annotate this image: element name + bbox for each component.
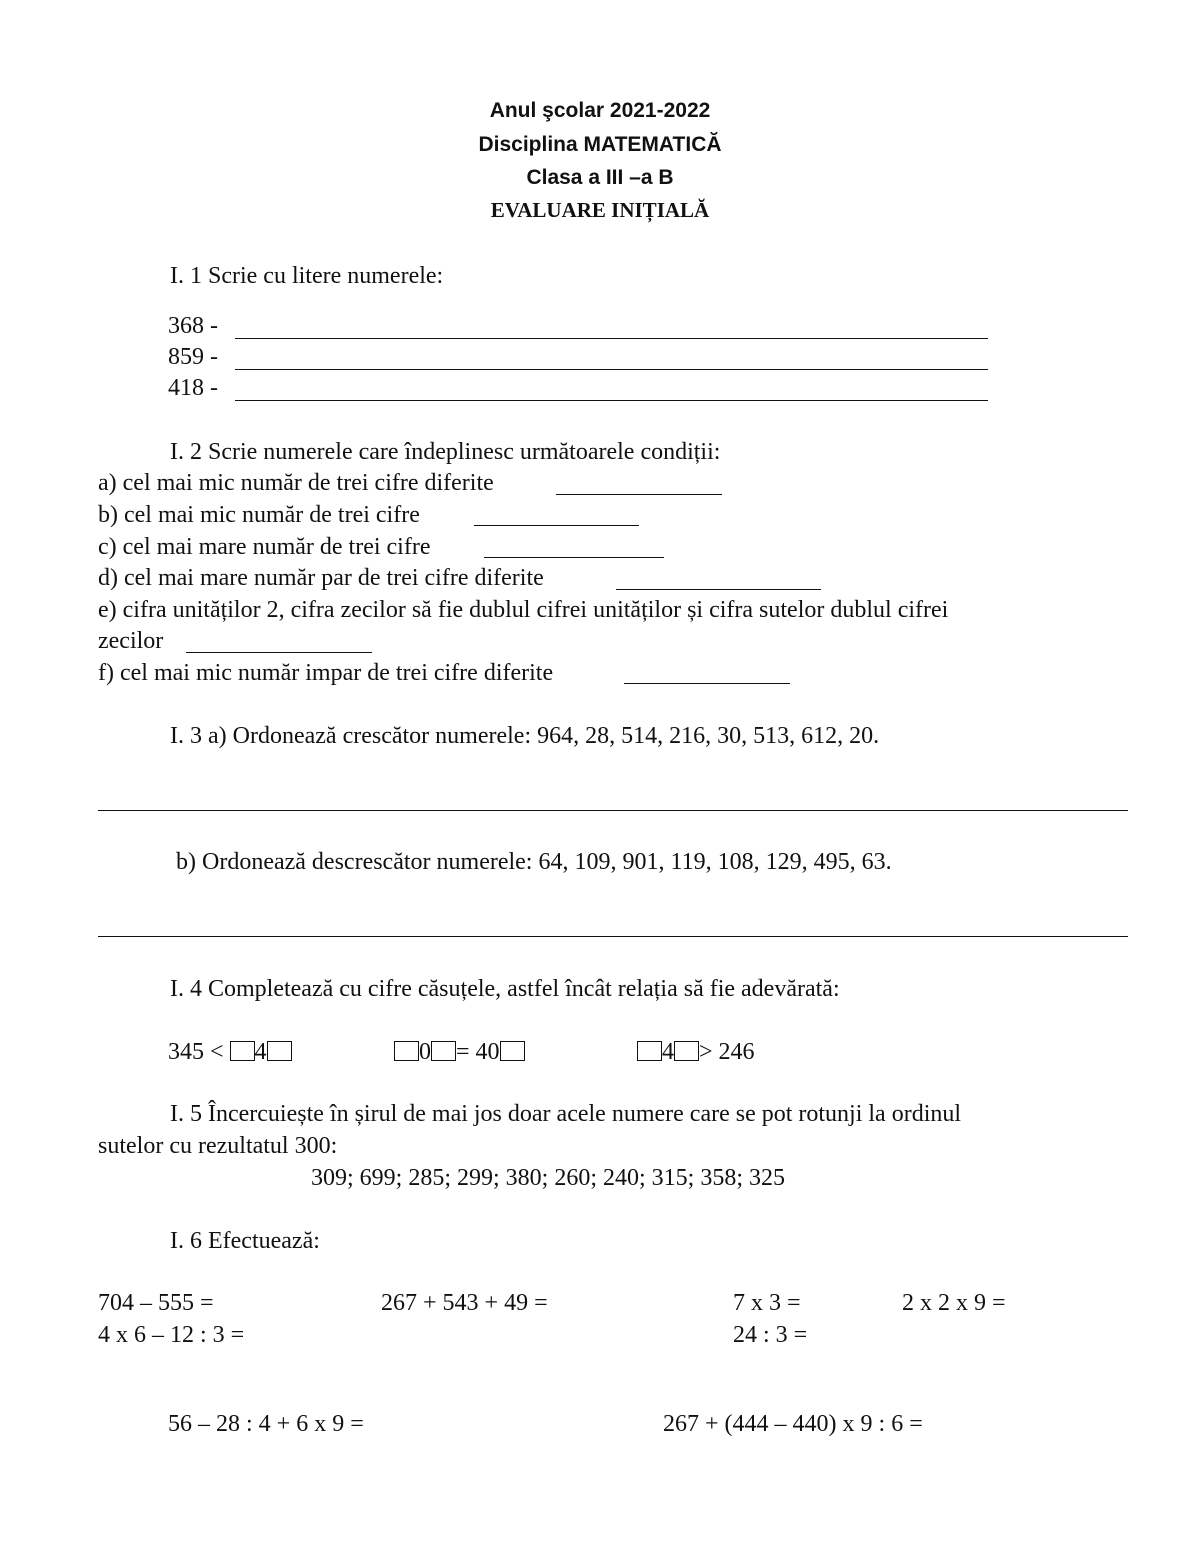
ex5-numbers[interactable]: 309; 699; 285; 299; 380; 260; 240; 315; 358; 325 [311,1165,786,1191]
ex3-a-answer-line[interactable] [98,810,1128,811]
digit-box[interactable] [500,1041,525,1061]
calc-5: 4 x 6 – 12 : 3 = [98,1322,245,1348]
ex2-answer-c[interactable] [484,557,664,558]
ex2-title: I. 2 Scrie numerele care îndeplinesc următoarele condiții: [170,439,721,465]
ex2-item-c: c) cel mai mare număr de trei cifre [98,534,431,560]
class-name: Clasa a III –a B [526,166,674,189]
ex2-answer-a[interactable] [556,494,722,495]
digit-box[interactable] [637,1041,662,1061]
digit-box[interactable] [674,1041,699,1061]
digit-box[interactable] [431,1041,456,1061]
ex2-answer-b[interactable] [474,525,639,526]
calc-4: 2 x 2 x 9 = [902,1290,1006,1316]
calc-8: 267 + (444 – 440) x 9 : 6 = [663,1411,923,1437]
calc-1: 704 – 555 = [98,1290,214,1316]
ex3-a: I. 3 a) Ordonează crescător numerele: 964, 28, 514, 216, 30, 513, 612, 20. [170,723,880,749]
school-year: Anul şcolar 2021-2022 [489,99,711,122]
page-title: EVALUARE INIȚIALĂ [490,198,710,222]
answer-line-3[interactable] [235,400,988,401]
ex1-number-3: 418 - [168,375,218,401]
calc-7: 56 – 28 : 4 + 6 x 9 = [168,1411,364,1437]
digit-box[interactable] [394,1041,419,1061]
discipline: Disciplina MATEMATICĂ [478,133,722,156]
calc-2: 267 + 543 + 49 = [381,1290,548,1316]
ex2-item-a: a) cel mai mic număr de trei cifre diferite [98,470,494,496]
ex4-r2-mid: = 40 [456,1039,500,1065]
ex2-answer-f[interactable] [624,683,790,684]
answer-line-2[interactable] [235,369,988,370]
ex4-title: I. 4 Completează cu cifre căsuțele, astfel încât relația să fie adevărată: [170,976,840,1002]
digit-box[interactable] [267,1041,292,1061]
ex2-answer-e[interactable] [186,652,372,653]
ex2-item-e-cont: zecilor [98,628,164,654]
ex3-b: b) Ordonează descrescător numerele: 64, 109, 901, 119, 108, 129, 495, 63. [176,849,892,875]
ex3-b-answer-line[interactable] [98,936,1128,937]
ex2-answer-d[interactable] [616,589,821,590]
ex2-item-e: e) cifra unităților 2, cifra zecilor să fie dublul cifrei unităților și cifra sutelor dublul cifrei [98,597,949,623]
ex4-r3-right: > 246 [699,1039,755,1065]
ex6-title: I. 6 Efectuează: [170,1228,320,1254]
ex4-relation-3 [637,1040,755,1064]
ex4-r3-digit: 4 [662,1039,674,1065]
ex2-item-f: f) cel mai mic număr impar de trei cifre diferite [98,660,554,686]
ex4-relation-1 [168,1040,292,1064]
ex4-r2-digit: 0 [419,1039,431,1065]
ex5-line-2: sutelor cu rezultatul 300: [98,1133,338,1159]
ex5-line-1: I. 5 Încercuiește în șirul de mai jos doar acele numere care se pot rotunji la ordinul [170,1101,962,1127]
calc-3: 7 x 3 = [733,1290,801,1316]
ex1-number-1: 368 - [168,313,218,339]
calc-6: 24 : 3 = [733,1322,808,1348]
ex2-item-d: d) cel mai mare număr par de trei cifre diferite [98,565,544,591]
ex1-title: I. 1 Scrie cu litere numerele: [170,263,444,289]
digit-box[interactable] [230,1041,255,1061]
ex1-number-2: 859 - [168,344,218,370]
ex4-r1-left: 345 < [168,1039,224,1065]
ex2-item-b: b) cel mai mic număr de trei cifre [98,502,420,528]
answer-line-1[interactable] [235,338,988,339]
ex4-r1-digit: 4 [254,1039,267,1065]
ex4-relation-2 [394,1040,525,1064]
